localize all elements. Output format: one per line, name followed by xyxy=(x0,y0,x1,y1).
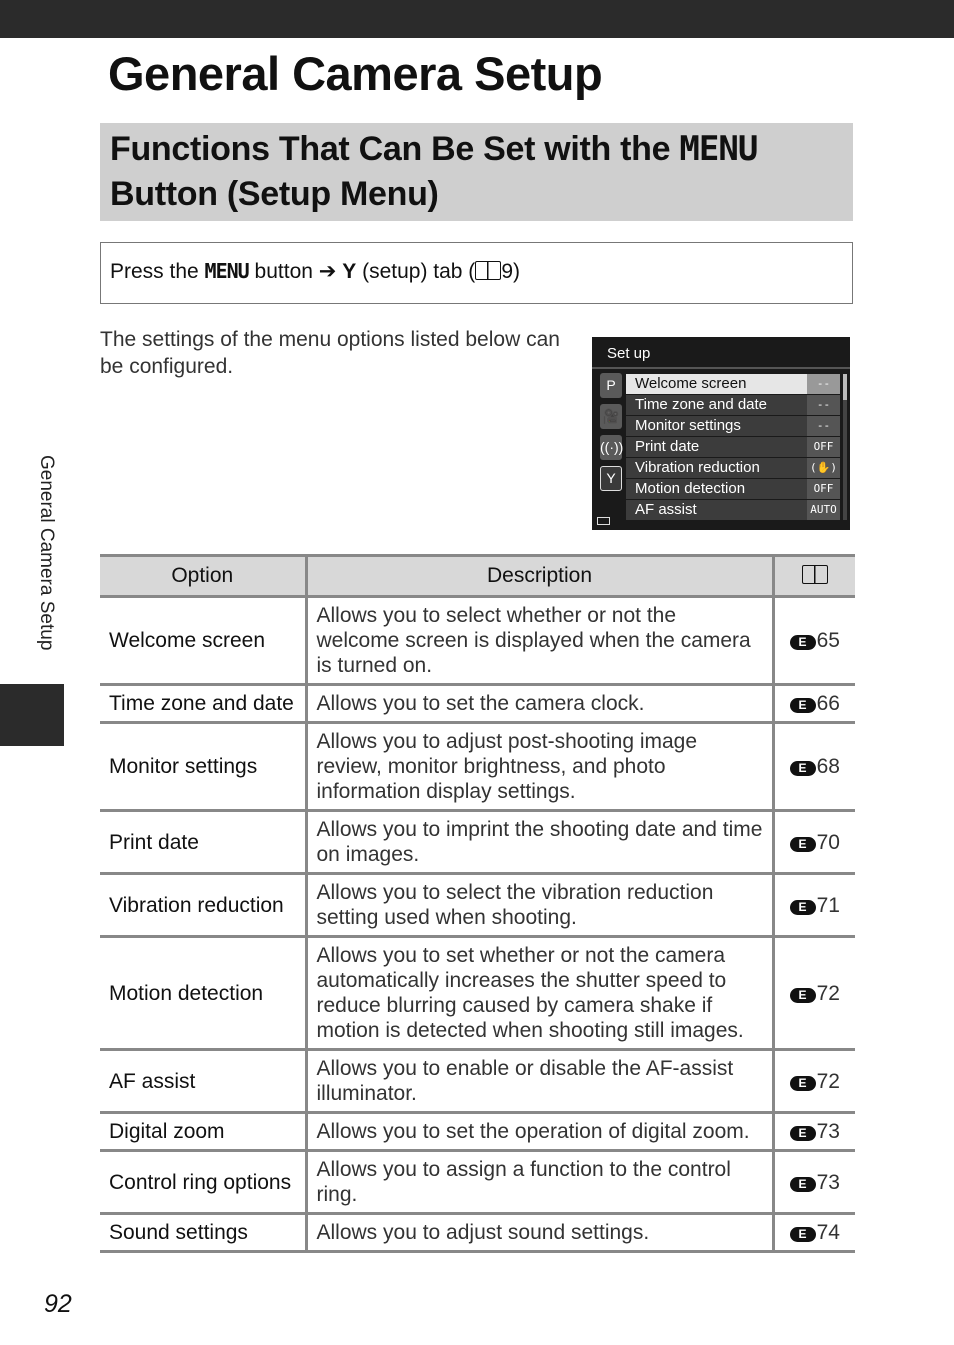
table-row xyxy=(100,874,855,937)
reference-section-icon: E xyxy=(790,1076,816,1091)
table-header-row xyxy=(100,556,855,597)
battery-icon xyxy=(597,517,610,525)
option-description: Allows you to enable or disable the AF-assist illuminator. xyxy=(306,1050,773,1113)
option-name: Vibration reduction xyxy=(100,874,306,937)
reference-section-icon: E xyxy=(790,698,816,713)
side-tab-marker xyxy=(0,684,64,746)
option-name: Digital zoom xyxy=(100,1113,306,1151)
camera-menu-value: OFF xyxy=(807,479,840,499)
option-description: Allows you to imprint the shooting date and time on images. xyxy=(306,811,773,874)
option-name: Welcome screen xyxy=(100,597,306,685)
reference-section-icon: E xyxy=(790,1177,816,1192)
vibration-reduction-icon: (✋) xyxy=(807,458,840,478)
option-description: Allows you to assign a function to the control ring. xyxy=(306,1151,773,1214)
option-description: Allows you to select the vibration reduction setting used when shooting. xyxy=(306,874,773,937)
page-reference xyxy=(773,1113,855,1151)
page-reference-number: 72 xyxy=(816,981,840,1005)
nav-button-text: button xyxy=(248,260,319,283)
option-name: Control ring options xyxy=(100,1151,306,1214)
section-title-text-2: Button (Setup Menu) xyxy=(110,175,439,213)
reference-section-icon: E xyxy=(790,900,816,915)
option-name: Time zone and date xyxy=(100,685,306,723)
top-bar xyxy=(0,0,954,38)
page-reference xyxy=(773,1050,855,1113)
book-icon xyxy=(802,565,828,584)
camera-screen-title: Set up xyxy=(607,345,651,362)
camera-menu-value: -- xyxy=(807,374,840,394)
camera-screen xyxy=(592,337,850,530)
menu-icon: MENU xyxy=(204,259,249,283)
table-row xyxy=(100,1151,855,1214)
page-reference-number: 65 xyxy=(816,629,840,652)
page-reference-number: 68 xyxy=(816,755,840,778)
option-name: Sound settings xyxy=(100,1214,306,1252)
camera-menu-value: AUTO xyxy=(807,500,840,520)
camera-menu-list xyxy=(626,374,840,521)
page-title: General Camera Setup xyxy=(108,47,603,100)
camera-menu-item xyxy=(626,458,840,478)
nav-setup-text: (setup) tab ( xyxy=(356,260,476,283)
reference-section-icon: E xyxy=(790,761,816,776)
option-name: Monitor settings xyxy=(100,723,306,811)
nav-page-ref: 9) xyxy=(501,260,520,283)
option-name: Motion detection xyxy=(100,937,306,1050)
reference-section-icon: E xyxy=(790,988,816,1003)
camera-menu-value: OFF xyxy=(807,437,840,457)
camera-tabs xyxy=(600,373,622,497)
page-reference xyxy=(773,597,855,685)
page-reference-number: 74 xyxy=(816,1221,840,1244)
option-description: Allows you to set whether or not the camera automatically increases the shutter speed to reduce blurring caused by camera shake if motion is detected when shooting still images. xyxy=(306,937,773,1050)
page-reference-number: 66 xyxy=(816,692,840,715)
camera-menu-item xyxy=(626,395,840,415)
setup-tab-icon: Y xyxy=(600,466,622,491)
page-reference-number: 71 xyxy=(816,893,840,917)
navigation-instruction-box xyxy=(100,242,853,304)
column-header-description: Description xyxy=(306,556,773,597)
reference-section-icon: E xyxy=(790,635,816,650)
nav-press-text: Press the xyxy=(110,260,205,283)
table-row xyxy=(100,723,855,811)
camera-menu-item xyxy=(626,437,840,457)
camera-menu-value: -- xyxy=(807,416,840,436)
camera-menu-label: Time zone and date xyxy=(635,396,768,413)
column-header-reference xyxy=(773,556,855,597)
option-name: AF assist xyxy=(100,1050,306,1113)
page-reference xyxy=(773,1151,855,1214)
reference-section-icon: E xyxy=(790,1227,816,1242)
page-reference-number: 73 xyxy=(816,1170,840,1194)
book-icon xyxy=(475,261,501,280)
section-title xyxy=(100,123,853,217)
page-reference xyxy=(773,685,855,723)
divider xyxy=(592,367,850,369)
camera-menu-label: Print date xyxy=(635,438,700,455)
camera-scrollbar xyxy=(843,374,847,520)
reference-section-icon: E xyxy=(790,1126,816,1141)
table-row xyxy=(100,597,855,685)
option-description: Allows you to set the camera clock. xyxy=(306,685,773,723)
wireless-tab-icon: ((·)) xyxy=(600,435,622,460)
page-reference xyxy=(773,1214,855,1252)
page-reference xyxy=(773,874,855,937)
navigation-instruction xyxy=(110,259,520,284)
camera-menu-label: Vibration reduction xyxy=(635,459,760,476)
reference-section-icon: E xyxy=(790,837,816,852)
camera-menu-item xyxy=(626,500,840,520)
page-reference-number: 70 xyxy=(816,830,840,854)
camera-menu-item xyxy=(626,479,840,499)
page-reference xyxy=(773,723,855,811)
option-description: Allows you to adjust sound settings. xyxy=(306,1214,773,1252)
table-row xyxy=(100,685,855,723)
camera-menu-item xyxy=(626,416,840,436)
page-reference xyxy=(773,811,855,874)
wrench-icon: Y xyxy=(342,260,357,283)
side-tab-label: General Camera Setup xyxy=(36,455,57,651)
page-number: 92 xyxy=(44,1290,72,1318)
section-header xyxy=(100,123,853,221)
camera-menu-label: AF assist xyxy=(635,501,697,518)
intro-text: The settings of the menu options listed below can be configured. xyxy=(100,328,560,378)
option-description: Allows you to adjust post-shooting image review, monitor brightness, and photo information display settings. xyxy=(306,723,773,811)
option-name: Print date xyxy=(100,811,306,874)
table-row xyxy=(100,937,855,1050)
movie-tab-icon: 🎥 xyxy=(600,404,622,429)
page-reference-number: 72 xyxy=(816,1069,840,1093)
section-title-text: Functions That Can Be Set with the xyxy=(110,130,680,168)
options-table xyxy=(100,554,855,1253)
column-header-option: Option xyxy=(100,556,306,597)
camera-menu-item xyxy=(626,374,840,394)
camera-menu-label: Welcome screen xyxy=(635,375,747,392)
camera-menu-value: -- xyxy=(807,395,840,415)
table-row xyxy=(100,1113,855,1151)
camera-menu-label: Motion detection xyxy=(635,480,746,497)
menu-button-glyph: MENU xyxy=(679,129,758,169)
page-reference-number: 73 xyxy=(816,1120,840,1143)
table-row xyxy=(100,1214,855,1252)
option-description: Allows you to select whether or not the welcome screen is displayed when the camera is turned on. xyxy=(306,597,773,685)
shooting-tab-icon: P xyxy=(600,373,622,398)
option-description: Allows you to set the operation of digital zoom. xyxy=(306,1113,773,1151)
scroll-thumb xyxy=(843,374,847,400)
camera-menu-label: Monitor settings xyxy=(635,417,741,434)
page-reference xyxy=(773,937,855,1050)
table-row xyxy=(100,1050,855,1113)
arrow-icon: ➔ xyxy=(318,260,337,283)
table-row xyxy=(100,811,855,874)
